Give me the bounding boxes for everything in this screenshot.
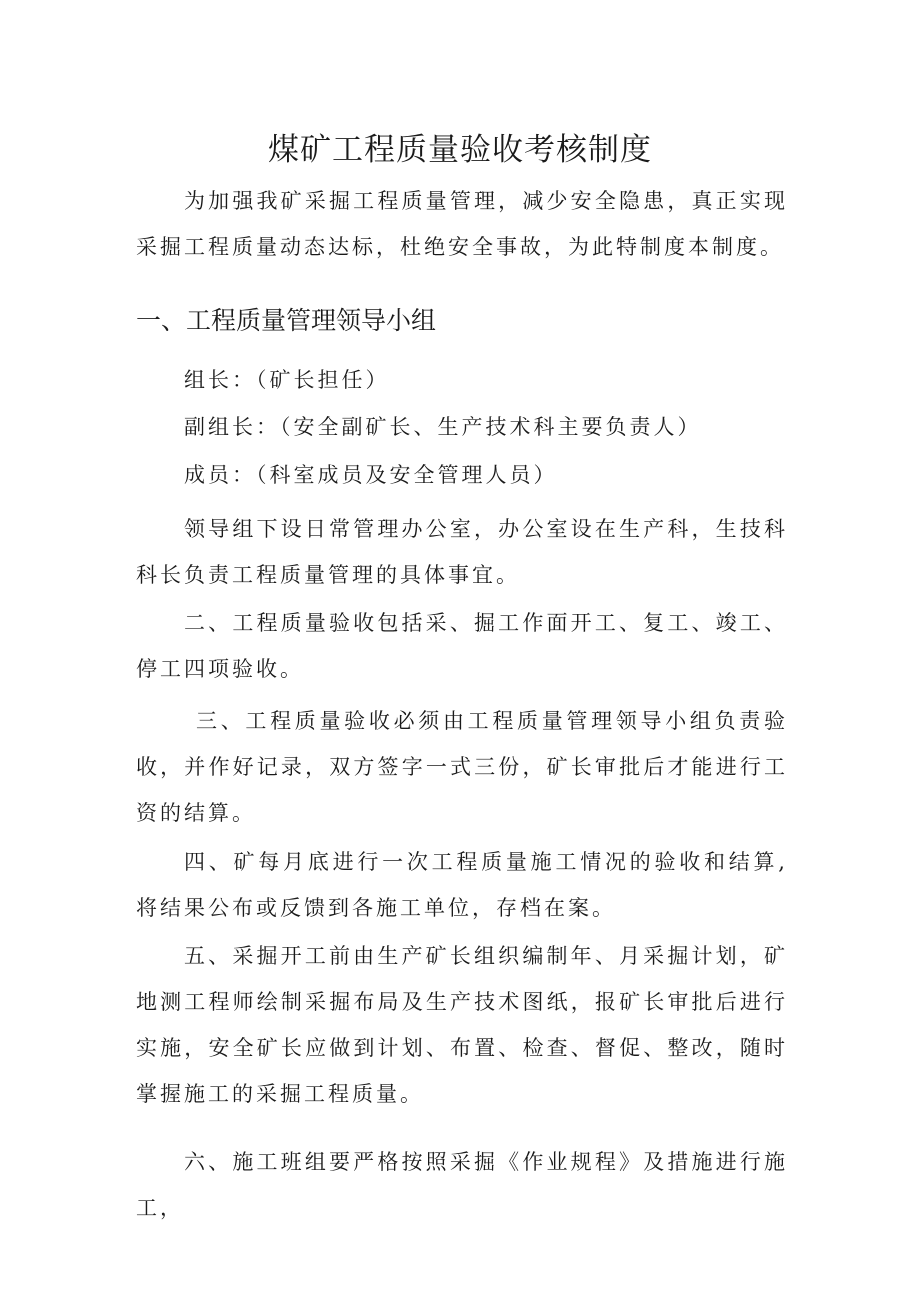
document-title: 煤矿工程质量验收考核制度 (268, 132, 652, 168)
deputy-leader-line: 副组长：（安全副矿长、生产技术科主要负责人） (184, 415, 702, 439)
item-five-paragraph: 五、采掘开工前由生产矿长组织编制年、月采掘计划，矿地测工程师绘制采掘布局及生产技术图纸，报矿长审批后进行实施，安全矿长应做到计划、布置、检查、督促、整改，随时掌握施工的采掘工程质量。 (136, 944, 788, 1106)
item-three-paragraph: 三、工程质量验收必须由工程质量管理领导小组负责验收，并作好记录，双方签字一式三份，矿长审批后才能进行工资的结算。 (136, 709, 788, 825)
item-six-paragraph: 六、施工班组要严格按照采掘《作业规程》及措施进行施工， (136, 1150, 788, 1220)
item-four-paragraph: 四、矿每月底进行一次工程质量施工情况的验收和结算,将结果公布或反馈到各施工单位，存档在案。 (136, 850, 788, 920)
members-line: 成员：（科室成员及安全管理人员） (184, 463, 558, 487)
intro-paragraph: 为加强我矿采掘工程质量管理，减少安全隐患，真正实现采掘工程质量动态达标，杜绝安全事故，为此特制度本制度。 (136, 189, 788, 259)
item-two-paragraph: 二、工程质量验收包括采、掘工作面开工、复工、竣工、停工四项验收。 (136, 611, 788, 681)
section-1-heading: 一、工程质量管理领导小组 (136, 306, 437, 335)
group-leader-line: 组长：（矿长担任） (184, 368, 390, 392)
office-paragraph: 领导组下设日常管理办公室，办公室设在生产科，生技科科长负责工程质量管理的具体事宜。 (136, 517, 788, 587)
